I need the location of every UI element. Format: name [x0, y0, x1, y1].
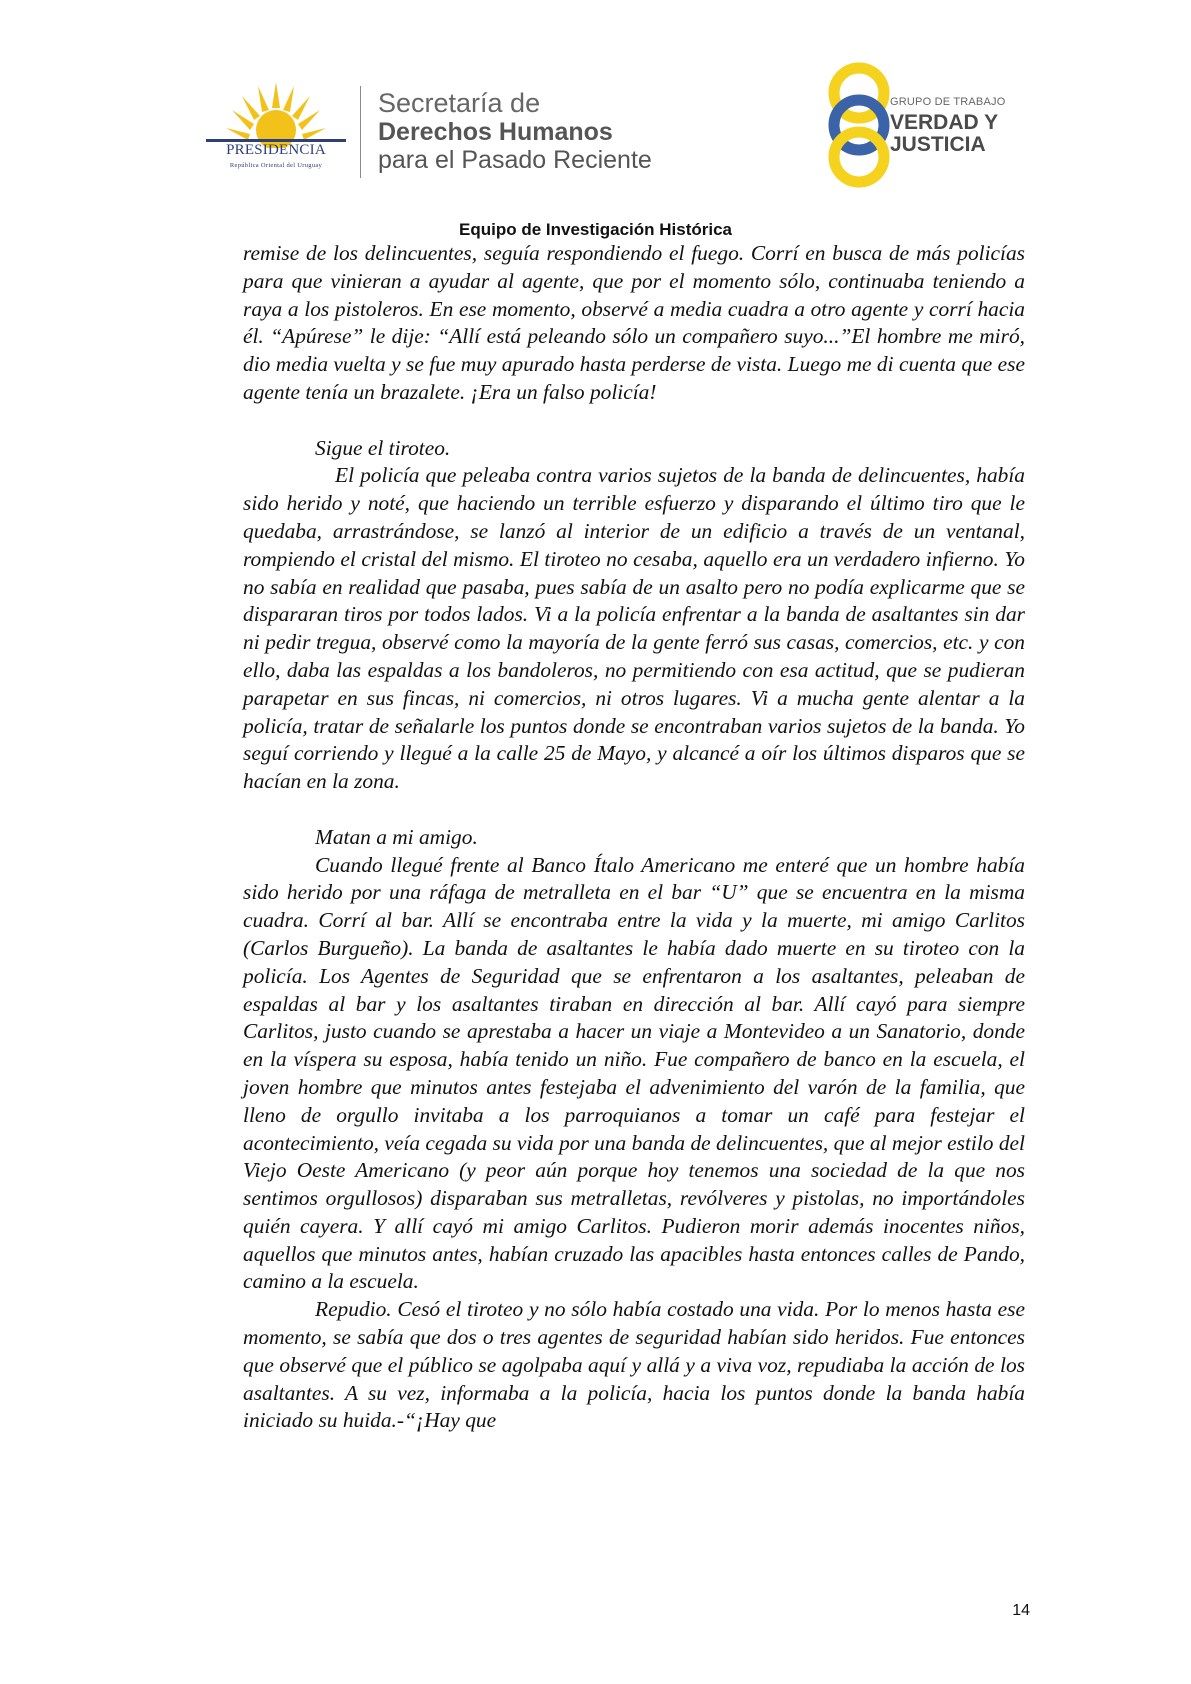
paragraph-1: remise de los delincuentes, seguía respondiendo el fuego. Corrí en busca de más policías para que vinieran a ayudar al agente, que por el momento sólo, continuaba teniendo a raya a los pistoleros. En ese momento, observé a media cuadra a otro agente y corrí hacia él. “Apúrese” le dije: “Allí está peleando sólo un compañero suyo...”El hombre me miró, dio media vuelta y se fue muy apurado hasta perderse de vista. Luego me di cuenta que ese agente tenía un brazalete. ¡Era un falso policía! — [243, 241, 1025, 404]
page-number: 14 — [1012, 1602, 1030, 1619]
sun-icon — [196, 78, 356, 148]
gtvj-line-3: JUSTICIA — [890, 133, 986, 156]
secretaria-line-1: Secretaría de — [378, 88, 541, 118]
paragraph-2: El policía que peleaba contra varios sujetos de la banda de delincuentes, había sido herido y noté, que haciendo un terrible esfuerzo y disparando el último tiro que le quedaba, arrastrándose, se lanzó al interior de un edificio a través de un ventanal, rompiendo el cristal del mismo. El tiroteo no cesaba, aquello era un verdadero infierno. Yo no sabía en realidad que pasaba, pues sabía de un asalto pero no podía explicarme que se dispararan tiros por todos lados. Vi a la policía enfrentar a la banda de asaltantes sin dar ni pedir tregua, observé como la mayoría de la gente ferró sus casas, comercios, etc. y con ello, daba las espaldas a los bandoleros, no permitiendo con esa actitud, que se pudieran parapetar en sus fincas, ni comercios, ni otros lugares. Vi a mucha gente alentar a la policía, tratar de señalarle los puntos donde se encontraban varios sujetos de la banda. Yo seguí corriendo y llegué a la calle 25 de Mayo, y alcancé a oír los últimos disparos que se hacían en la zona. — [243, 463, 1025, 794]
secretaria-line-2: Derechos Humanos — [378, 118, 613, 146]
gtvj-logo-text — [890, 97, 1005, 155]
paragraph-4: Repudio. Cesó el tiroteo y no sólo había costado una vida. Por lo menos hasta ese momento, se sabía que dos o tres agentes de seguridad habían sido heridos. Fue entonces que observé que el público se agolpaba aquí y allá y a viva voz, repudiaba la acción de los asaltantes. A su vez, informaba a la policía, hacia los puntos donde la banda había iniciado su huida.-“¡Hay que — [243, 1297, 1025, 1433]
secretaria-line-3: para el Pasado Reciente — [378, 146, 652, 174]
header-divider — [360, 86, 361, 178]
document-body — [243, 240, 1025, 1435]
team-title: Equipo de Investigación Histórica — [459, 220, 732, 239]
paragraph-3: Cuando llegué frente al Banco Ítalo Americano me enteré que un hombre había sido herido por una ráfaga de metralleta en el bar “U” que se encuentra en la misma cuadra. Corrí al bar. Allí se encontraba entre la vida y la muerte, mi amigo Carlitos (Carlos Burgueño). La banda de asaltantes le había dado muerte en su tiroteo con la policía. Los Agentes de Seguridad que se enfrentaron a los asaltantes, peleaban de espaldas al bar y los asaltantes tiraban en dirección al bar. Allí cayó para siempre Carlitos, justo cuando se aprestaba a hacer un viaje a Montevideo a un Sanatorio, donde en la víspera su esposa, había tenido un niño. Fue compañero de banco en la escuela, el joven hombre que minutos antes festejaba el advenimiento del varón de la familia, que lleno de orgullo invitaba a los parroquianos a tomar un café para festejar el acontecimiento, veía cegada su vida por una banda de delincuentes, que al mejor estilo del Viejo Oeste Americano (y peor aún porque hoy tenemos una sociedad de la que nos sentimos orgullosos) disparaban sus metralletas, revólveres y pistolas, no importándoles quién cayera. Y allí cayó mi amigo Carlitos. Pudieron morir además inocentes niños, aquellos que minutos antes, habían cruzado las apacibles hasta entonces calles de Pando, camino a la escuela. — [243, 852, 1025, 1294]
gtvj-line-2: VERDAD Y — [890, 111, 999, 134]
presidencia-logo — [196, 78, 356, 178]
presidencia-title: PRESIDENCIA — [226, 142, 326, 158]
section-heading-tiroteo: Sigue el tiroteo. — [315, 435, 451, 460]
gtvj-line-1: GRUPO DE TRABAJO — [890, 96, 1006, 108]
section-heading-amigo: Matan a mi amigo. — [315, 824, 478, 849]
presidencia-subtitle: República Oriental del Uruguay — [229, 162, 323, 169]
secretaria-logo-text — [378, 90, 652, 173]
